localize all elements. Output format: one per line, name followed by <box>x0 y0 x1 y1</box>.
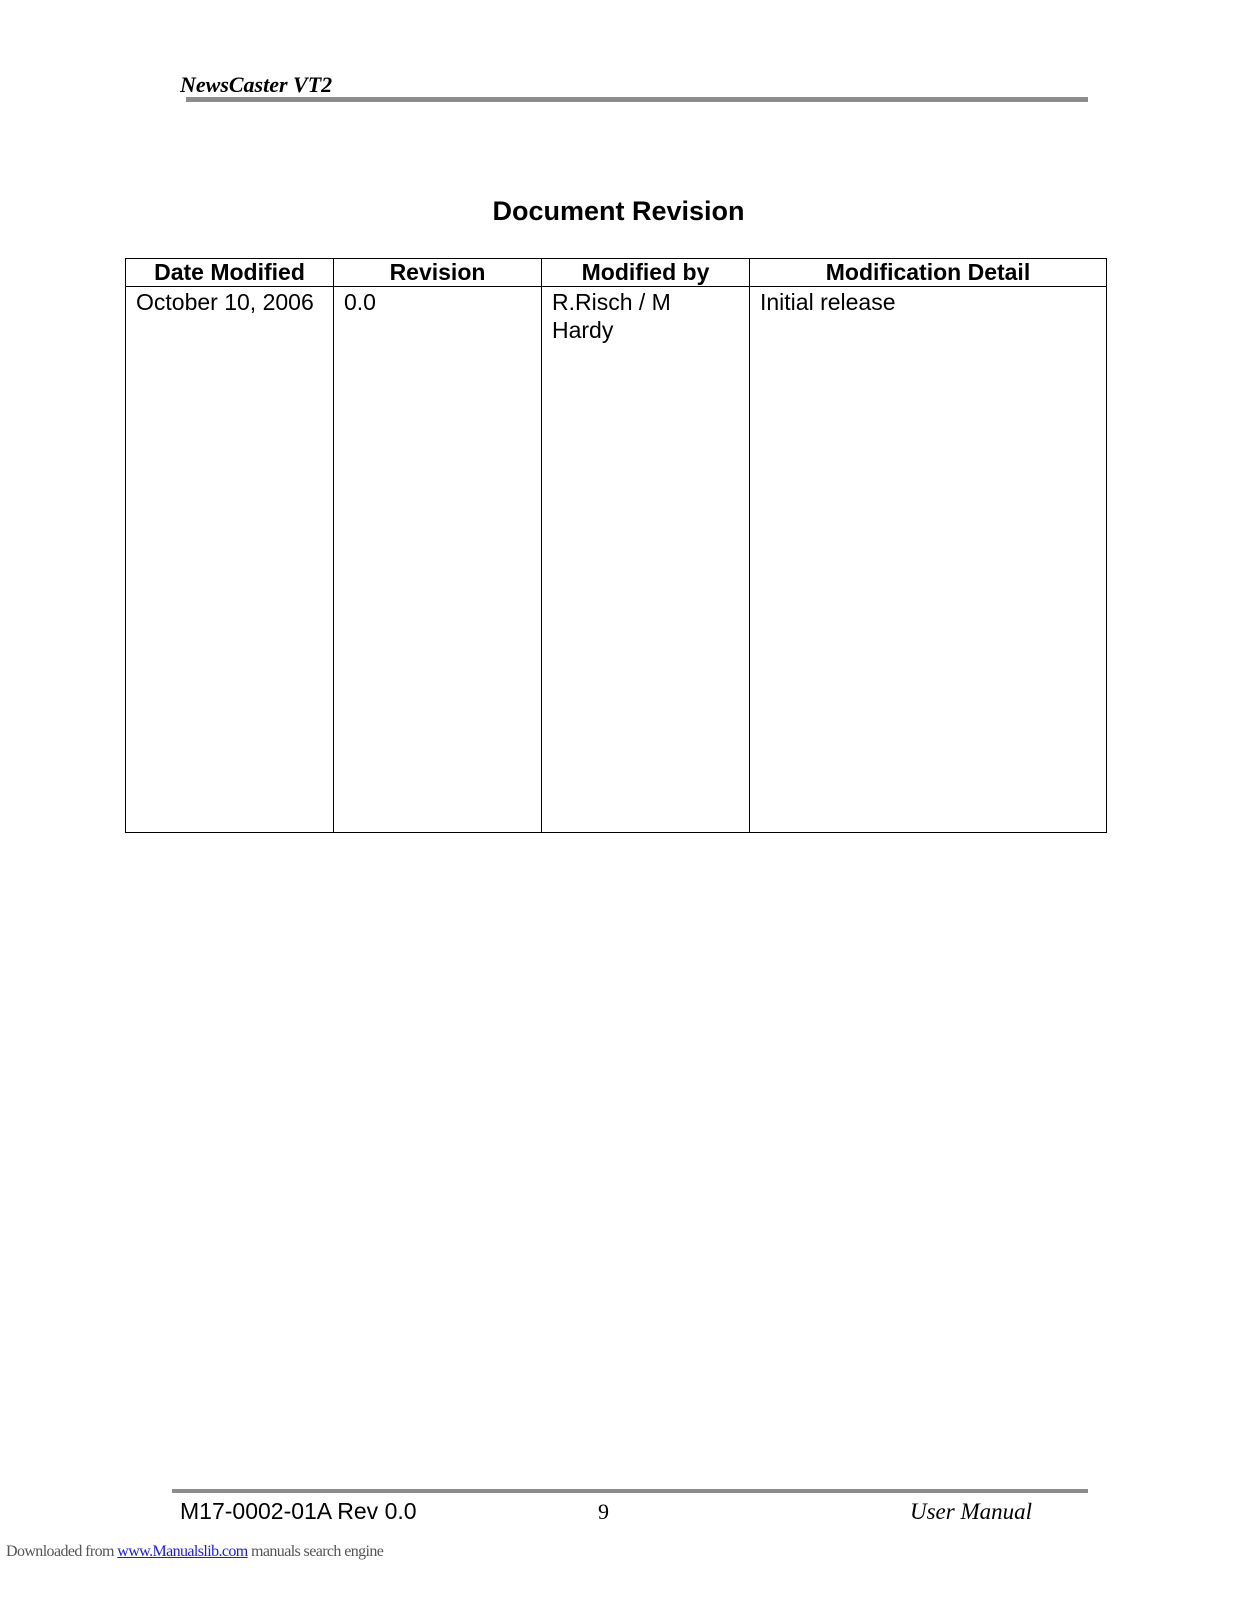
header-product-title: NewsCaster VT2 <box>180 72 333 97</box>
download-notice-prefix: Downloaded from <box>6 1543 118 1560</box>
column-header-revision: Revision <box>334 259 542 287</box>
footer-manual-label: User Manual <box>910 1499 1033 1524</box>
cell-modification-detail: Initial release <box>750 287 1107 833</box>
footer-divider <box>172 1489 1088 1493</box>
download-notice-suffix: manuals search engine <box>247 1543 384 1560</box>
cell-revision: 0.0 <box>334 287 542 833</box>
footer-document-number: M17-0002-01A Rev 0.0 <box>180 1498 417 1524</box>
column-header-date-modified: Date Modified <box>126 259 334 287</box>
table-row <box>126 287 1107 833</box>
header-divider <box>186 97 1088 102</box>
cell-modified-by <box>542 287 750 833</box>
footer-page-number: 9 <box>598 1499 609 1524</box>
column-header-modified-by: Modified by <box>542 259 750 287</box>
manualslib-link[interactable]: www.Manualslib.com <box>117 1543 248 1560</box>
page-title: Document Revision <box>492 196 745 226</box>
download-notice <box>6 1543 383 1561</box>
modified-by-line: R.Risch / M <box>552 289 671 315</box>
column-header-modification-detail: Modification Detail <box>750 259 1107 287</box>
table-header-row <box>126 259 1107 287</box>
revision-table <box>125 258 1107 833</box>
modified-by-line: Hardy <box>552 317 614 343</box>
cell-date-modified: October 10, 2006 <box>126 287 334 833</box>
